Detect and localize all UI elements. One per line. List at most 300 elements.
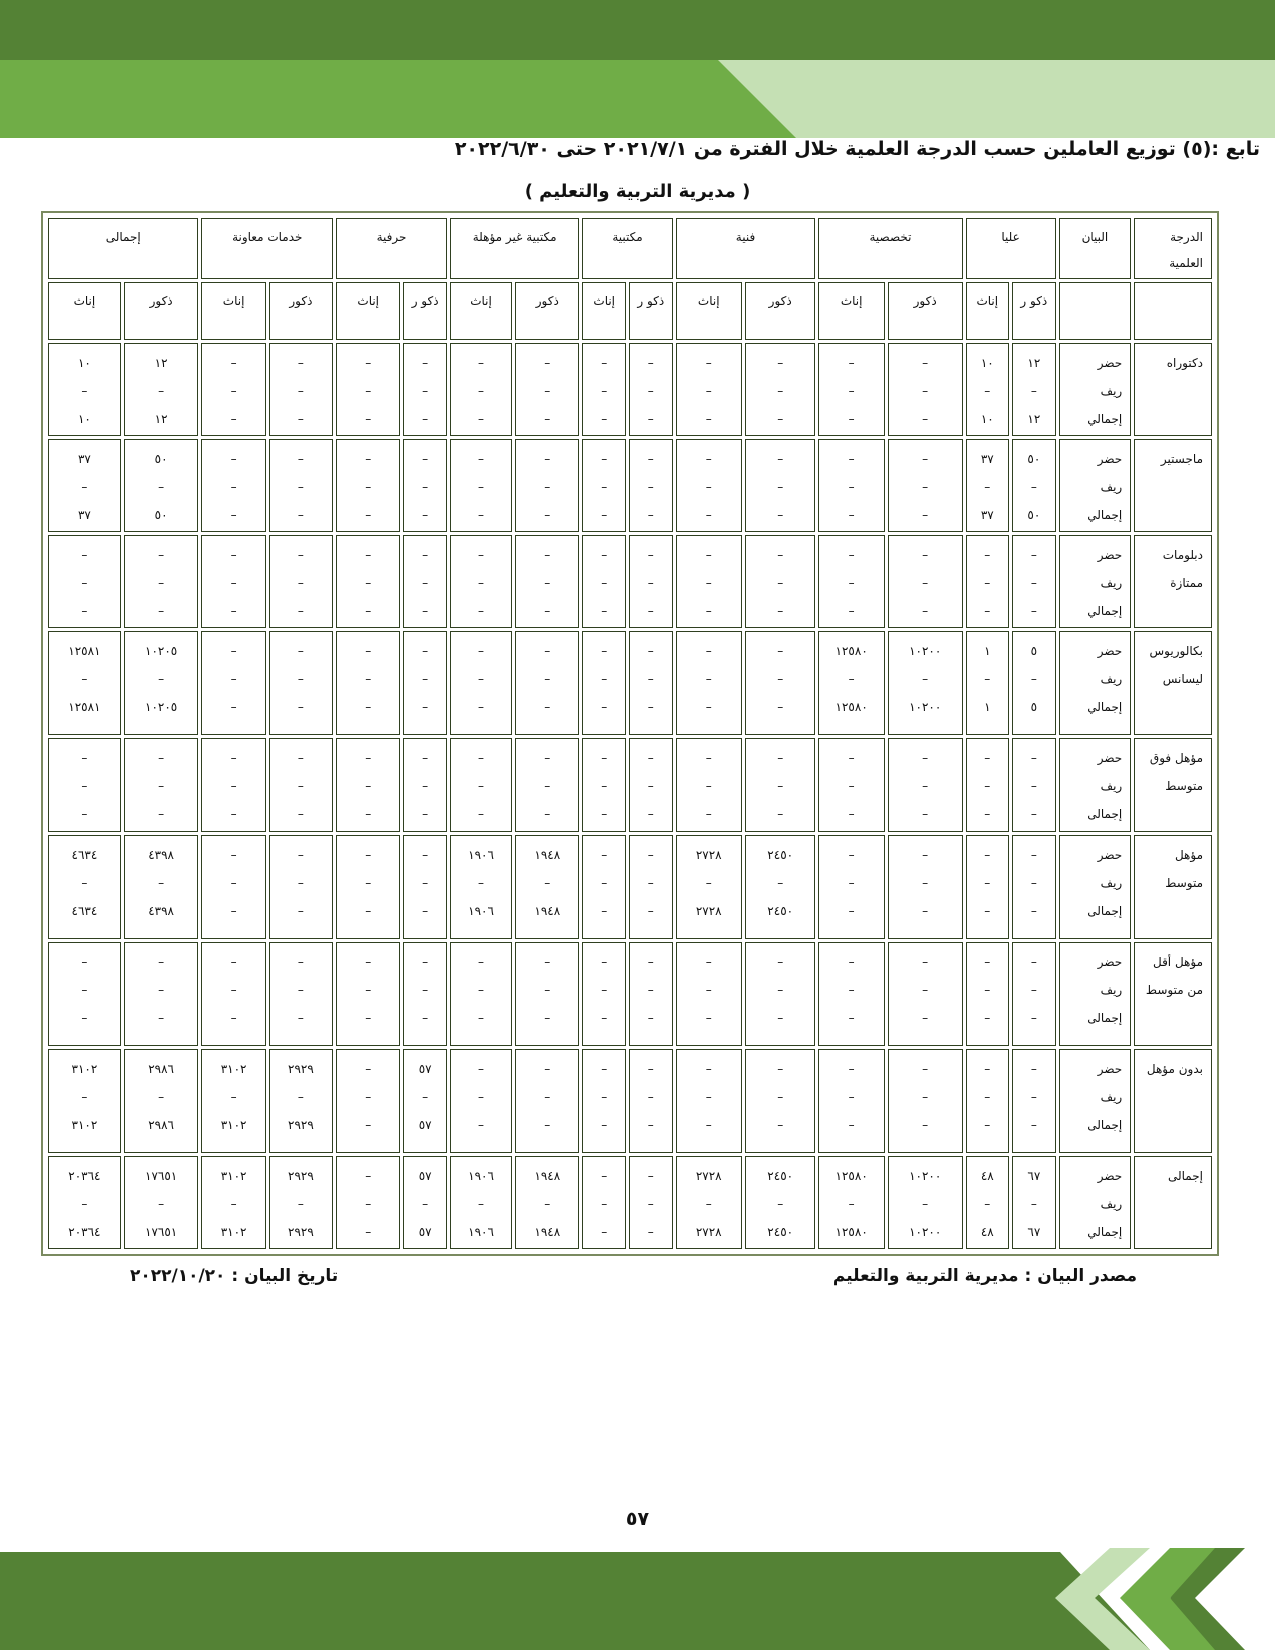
cell-value: – (777, 1117, 784, 1132)
cell-value: – (601, 1010, 608, 1025)
table-cell (515, 1049, 579, 1153)
table-cell (629, 1156, 673, 1249)
cell-value: – (544, 604, 551, 619)
cell-value: ١٢ (154, 412, 168, 427)
cell-value: – (777, 700, 784, 715)
table-cell (966, 835, 1010, 939)
cell-value: – (922, 356, 929, 371)
cell-value: – (984, 1196, 991, 1211)
cell-value: – (1030, 779, 1037, 794)
cell-value: ٢٧٢٨ (695, 903, 722, 918)
cell-value: – (158, 672, 165, 687)
cell-value: ١ (984, 700, 991, 715)
table-row (48, 343, 1212, 436)
cell-value: – (848, 751, 855, 766)
cell-value: ١٩٤٨ (534, 1224, 561, 1239)
cell-value: – (158, 751, 165, 766)
table-cell (676, 1049, 742, 1153)
table-cell (269, 439, 333, 532)
cell-value: – (601, 1089, 608, 1104)
cell-value: – (478, 1089, 485, 1104)
cell-value: – (158, 982, 165, 997)
cell-value: – (601, 807, 608, 822)
cell-value: – (81, 1010, 88, 1025)
cell-value: – (848, 576, 855, 591)
cell-value: – (647, 384, 654, 399)
cell-value: ٣١٠٢ (220, 1061, 247, 1076)
cell-value: – (230, 412, 237, 427)
cell-value: – (601, 1196, 608, 1211)
cell-value: – (158, 480, 165, 495)
cell-value: – (1030, 982, 1037, 997)
header-gender: ذكو ر (403, 282, 447, 340)
statement-line: إجمالي (1087, 1224, 1123, 1239)
cell-value: – (922, 903, 929, 918)
row-statement (1059, 631, 1132, 735)
cell-value: – (984, 1061, 991, 1076)
cell-value: – (544, 384, 551, 399)
cell-value: – (365, 356, 372, 371)
cell-value: – (848, 384, 855, 399)
cell-value: – (365, 903, 372, 918)
statement-line: حضر (1097, 1168, 1123, 1183)
table-cell (269, 343, 333, 436)
header-gender: إناث (450, 282, 512, 340)
cell-value: – (1030, 751, 1037, 766)
cell-value: – (922, 847, 929, 862)
cell-value: – (601, 384, 608, 399)
statement-line: حضر (1097, 452, 1123, 467)
cell-value: – (705, 1117, 712, 1132)
table-cell (403, 942, 447, 1046)
statement-line: إجمالي (1087, 700, 1123, 715)
cell-value: – (230, 807, 237, 822)
cell-value: – (777, 412, 784, 427)
table-cell (676, 439, 742, 532)
cell-value: – (777, 875, 784, 890)
table-cell (336, 631, 400, 735)
cell-value: – (984, 954, 991, 969)
table-cell (269, 1049, 333, 1153)
cell-value: – (647, 356, 654, 371)
cell-value: – (478, 1196, 485, 1211)
cell-value: – (848, 508, 855, 523)
cell-value: – (422, 875, 429, 890)
cell-value: – (922, 412, 929, 427)
header-gender: ذكور (269, 282, 333, 340)
cell-value: – (1030, 548, 1037, 563)
table-cell (403, 835, 447, 939)
table-cell (336, 738, 400, 831)
cell-value: – (848, 1117, 855, 1132)
cell-value: ٢٧٢٨ (695, 1168, 722, 1183)
cell-value: – (922, 1010, 929, 1025)
table-cell (201, 1156, 265, 1249)
header-empty (1059, 282, 1132, 340)
table-row (48, 1156, 1212, 1249)
table-cell (515, 439, 579, 532)
cell-value: – (647, 847, 654, 862)
cell-value: – (297, 452, 304, 467)
cell-value: – (158, 875, 165, 890)
cell-value: – (422, 982, 429, 997)
table-cell (676, 942, 742, 1046)
table-cell (629, 535, 673, 628)
cell-value: ١٢٥٨٠ (835, 1224, 868, 1239)
table-cell (450, 439, 512, 532)
header-statement: البيان (1059, 218, 1132, 279)
cell-value: – (365, 982, 372, 997)
cell-value: – (365, 1196, 372, 1211)
cell-value: – (705, 954, 712, 969)
table-cell (888, 343, 963, 436)
cell-value: – (601, 672, 608, 687)
cell-value: ١٢٥٨٠ (835, 1168, 868, 1183)
cell-value: – (544, 480, 551, 495)
cell-value: – (848, 672, 855, 687)
header-group: تخصصية (818, 218, 962, 279)
cell-value: – (705, 576, 712, 591)
cell-value: – (601, 751, 608, 766)
cell-value: – (647, 875, 654, 890)
row-degree-label: دكتوراه (1134, 343, 1212, 436)
cell-value: – (297, 982, 304, 997)
cell-value: – (705, 1196, 712, 1211)
table-cell (1012, 835, 1056, 939)
cell-value: – (984, 1117, 991, 1132)
cell-value: – (922, 384, 929, 399)
statement-line: حضر (1097, 751, 1123, 766)
table-cell (48, 942, 121, 1046)
cell-value: – (230, 751, 237, 766)
cell-value: – (647, 1117, 654, 1132)
cell-value: – (81, 576, 88, 591)
cell-value: – (422, 1010, 429, 1025)
statement-line: ريف (1100, 384, 1123, 399)
cell-value: – (422, 903, 429, 918)
cell-value: – (365, 452, 372, 467)
cell-value: – (297, 548, 304, 563)
cell-value: – (922, 807, 929, 822)
cell-value: ١٢٥٨٠ (835, 644, 868, 659)
cell-value: ١٢ (154, 356, 168, 371)
cell-value: – (601, 604, 608, 619)
cell-value: – (544, 576, 551, 591)
cell-value: – (544, 644, 551, 659)
cell-value: ١٠٢٠٠ (909, 644, 942, 659)
cell-value: – (601, 982, 608, 997)
statement-line: إجمالى (1087, 1117, 1123, 1132)
table-cell (450, 535, 512, 628)
cell-value: – (422, 576, 429, 591)
table-cell (1012, 343, 1056, 436)
header-row-gender (48, 282, 1212, 340)
row-statement (1059, 535, 1132, 628)
header-group: عليا (966, 218, 1056, 279)
statement-line: ريف (1100, 1089, 1123, 1104)
cell-value: – (705, 1010, 712, 1025)
cell-value: ١٠ (77, 412, 91, 427)
cell-value: – (544, 672, 551, 687)
cell-value: – (922, 954, 929, 969)
table-cell (515, 738, 579, 831)
cell-value: ١٠ (980, 356, 994, 371)
header-gender: ذكو ر (1012, 282, 1056, 340)
table-cell (269, 631, 333, 735)
cell-value: – (230, 548, 237, 563)
cell-value: – (647, 1224, 654, 1239)
table-cell (888, 1156, 963, 1249)
data-source: مصدر البيان : مديرية التربية والتعليم (832, 1266, 1137, 1286)
table-cell (336, 942, 400, 1046)
cell-value: ٣١٠٢ (220, 1117, 247, 1132)
cell-value: – (984, 847, 991, 862)
table-cell (818, 835, 884, 939)
cell-value: ١٩٤٨ (534, 903, 561, 918)
cell-value: – (422, 847, 429, 862)
table-cell (403, 631, 447, 735)
cell-value: – (422, 384, 429, 399)
table-cell (966, 439, 1010, 532)
employees-degree-table (45, 215, 1215, 1252)
table-cell (48, 535, 121, 628)
cell-value: – (647, 604, 654, 619)
cell-value: – (848, 1196, 855, 1211)
cell-value: – (647, 548, 654, 563)
cell-value: – (601, 1061, 608, 1076)
row-degree-label: ماجستير (1134, 439, 1212, 532)
cell-value: – (365, 576, 372, 591)
cell-value: – (478, 384, 485, 399)
cell-value: – (984, 384, 991, 399)
cell-value: – (297, 672, 304, 687)
cell-value: – (297, 807, 304, 822)
table-cell (450, 942, 512, 1046)
header-row-groups (48, 218, 1212, 279)
cell-value: – (230, 982, 237, 997)
cell-value: – (365, 807, 372, 822)
row-degree-label: مؤهل فوق متوسط (1134, 738, 1212, 831)
cell-value: – (365, 1117, 372, 1132)
row-statement (1059, 942, 1132, 1046)
cell-value: ٦٧ (1027, 1224, 1041, 1239)
cell-value: – (1030, 384, 1037, 399)
data-date: تاريخ البيان : ٢٠٢٢/١٠/٢٠ (130, 1266, 339, 1286)
cell-value: – (81, 1089, 88, 1104)
cell-value: – (705, 452, 712, 467)
cell-value: – (848, 412, 855, 427)
cell-value: ٢٧٢٨ (695, 1224, 722, 1239)
cell-value: – (848, 604, 855, 619)
cell-value: – (230, 508, 237, 523)
cell-value: – (647, 1010, 654, 1025)
cell-value: – (848, 480, 855, 495)
cell-value: – (777, 604, 784, 619)
cell-value: – (601, 644, 608, 659)
cell-value: – (777, 452, 784, 467)
cell-value: ١٩٠٦ (468, 1224, 494, 1239)
cell-value: – (297, 1196, 304, 1211)
cell-value: – (984, 672, 991, 687)
cell-value: ٢٧٢٨ (695, 847, 722, 862)
cell-value: – (601, 480, 608, 495)
cell-value: – (230, 1089, 237, 1104)
cell-value: – (601, 954, 608, 969)
header-gender: إناث (48, 282, 121, 340)
cell-value: ١٠٢٠٥ (145, 700, 178, 715)
table-cell (124, 942, 199, 1046)
cell-value: – (601, 700, 608, 715)
table-cell (629, 343, 673, 436)
cell-value: – (705, 1061, 712, 1076)
cell-value: – (422, 1196, 429, 1211)
table-cell (1012, 738, 1056, 831)
cell-value: – (705, 807, 712, 822)
cell-value: ٢٩٨٦ (148, 1117, 174, 1132)
cell-value: ٥ (1030, 644, 1038, 659)
table-cell (48, 343, 121, 436)
table-row (48, 835, 1212, 939)
cell-value: – (647, 807, 654, 822)
cell-value: – (848, 548, 855, 563)
cell-value: ٢٩٢٩ (288, 1224, 314, 1239)
cell-value: – (422, 1089, 429, 1104)
cell-value: – (158, 1010, 165, 1025)
cell-value: – (544, 875, 551, 890)
cell-value: ٢٠٣٦٤ (68, 1224, 101, 1239)
table-cell (450, 1049, 512, 1153)
table-cell (818, 343, 884, 436)
table-cell (582, 835, 626, 939)
cell-value: – (478, 779, 485, 794)
header-gender: إناث (966, 282, 1010, 340)
table-cell (48, 439, 121, 532)
cell-value: – (544, 1089, 551, 1104)
cell-value: – (922, 751, 929, 766)
cell-value: – (297, 847, 304, 862)
cell-value: – (1030, 807, 1037, 822)
cell-value: – (848, 779, 855, 794)
statement-line: حضر (1097, 548, 1123, 563)
cell-value: ٢٤٥٠ (767, 1224, 794, 1239)
cell-value: – (544, 508, 551, 523)
cell-value: – (478, 548, 485, 563)
table-cell (48, 738, 121, 831)
cell-value: ٢٩٢٩ (288, 1117, 314, 1132)
cell-value: – (81, 982, 88, 997)
cell-value: – (601, 576, 608, 591)
cell-value: – (365, 1061, 372, 1076)
cell-value: – (365, 508, 372, 523)
table-cell (124, 535, 199, 628)
cell-value: – (777, 779, 784, 794)
cell-value: – (478, 982, 485, 997)
cell-value: – (601, 452, 608, 467)
cell-value: – (544, 356, 551, 371)
cell-value: – (922, 1089, 929, 1104)
cell-value: – (1030, 576, 1037, 591)
cell-value: ١٢ (1027, 356, 1041, 371)
header-group: إجمالى (48, 218, 198, 279)
cell-value: – (922, 480, 929, 495)
table-cell (1012, 1049, 1056, 1153)
cell-value: ١٩٠٦ (468, 903, 494, 918)
table-cell (1012, 535, 1056, 628)
table-row (48, 439, 1212, 532)
cell-value: – (365, 847, 372, 862)
cell-value: – (230, 954, 237, 969)
cell-value: – (81, 954, 88, 969)
row-statement (1059, 439, 1132, 532)
table-cell (48, 631, 121, 735)
cell-value: ٥٧ (418, 1061, 432, 1076)
cell-value: – (922, 604, 929, 619)
cell-value: – (1030, 903, 1037, 918)
cell-value: – (365, 751, 372, 766)
table-cell (582, 631, 626, 735)
cell-value: – (1030, 604, 1037, 619)
cell-value: – (230, 356, 237, 371)
table-cell (745, 439, 816, 532)
cell-value: – (1030, 847, 1037, 862)
table-cell (818, 439, 884, 532)
table-cell (582, 1156, 626, 1249)
table-cell (201, 631, 265, 735)
table-cell (818, 1049, 884, 1153)
cell-value: ٥٧ (418, 1168, 432, 1183)
cell-value: – (297, 644, 304, 659)
cell-value: – (544, 954, 551, 969)
cell-value: – (81, 480, 88, 495)
table-cell (515, 942, 579, 1046)
cell-value: – (601, 847, 608, 862)
cell-value: – (81, 384, 88, 399)
page-title: تابع :(٥) توزيع العاملين حسب الدرجة العلمية خلال الفترة من ٢٠٢١/٧/١ حتى ٢٠٢٢/٦/٣٠ (454, 138, 1260, 160)
cell-value: – (705, 356, 712, 371)
header-group: مكتبية (582, 218, 672, 279)
cell-value: – (705, 644, 712, 659)
cell-value: – (922, 452, 929, 467)
cell-value: – (297, 356, 304, 371)
cell-value: – (1030, 1089, 1037, 1104)
table-cell (124, 343, 199, 436)
cell-value: – (777, 480, 784, 495)
cell-value: ١٩٠٦ (468, 1168, 494, 1183)
cell-value: ٥٧ (418, 1117, 432, 1132)
cell-value: – (705, 412, 712, 427)
cell-value: – (230, 672, 237, 687)
table-cell (515, 631, 579, 735)
table-cell (888, 439, 963, 532)
table-cell (515, 343, 579, 436)
table-cell (48, 835, 121, 939)
table-cell (201, 942, 265, 1046)
cell-value: – (297, 508, 304, 523)
cell-value: – (297, 903, 304, 918)
table-cell (269, 942, 333, 1046)
table-cell (966, 942, 1010, 1046)
table-cell (1012, 631, 1056, 735)
cell-value: – (544, 1196, 551, 1211)
cell-value: – (544, 982, 551, 997)
statement-line: حضر (1097, 954, 1123, 969)
cell-value: – (422, 954, 429, 969)
table-cell (582, 738, 626, 831)
bottom-banner (0, 1548, 1275, 1650)
table-cell (269, 535, 333, 628)
cell-value: – (601, 412, 608, 427)
cell-value: ١٧٦٥١ (145, 1168, 178, 1183)
